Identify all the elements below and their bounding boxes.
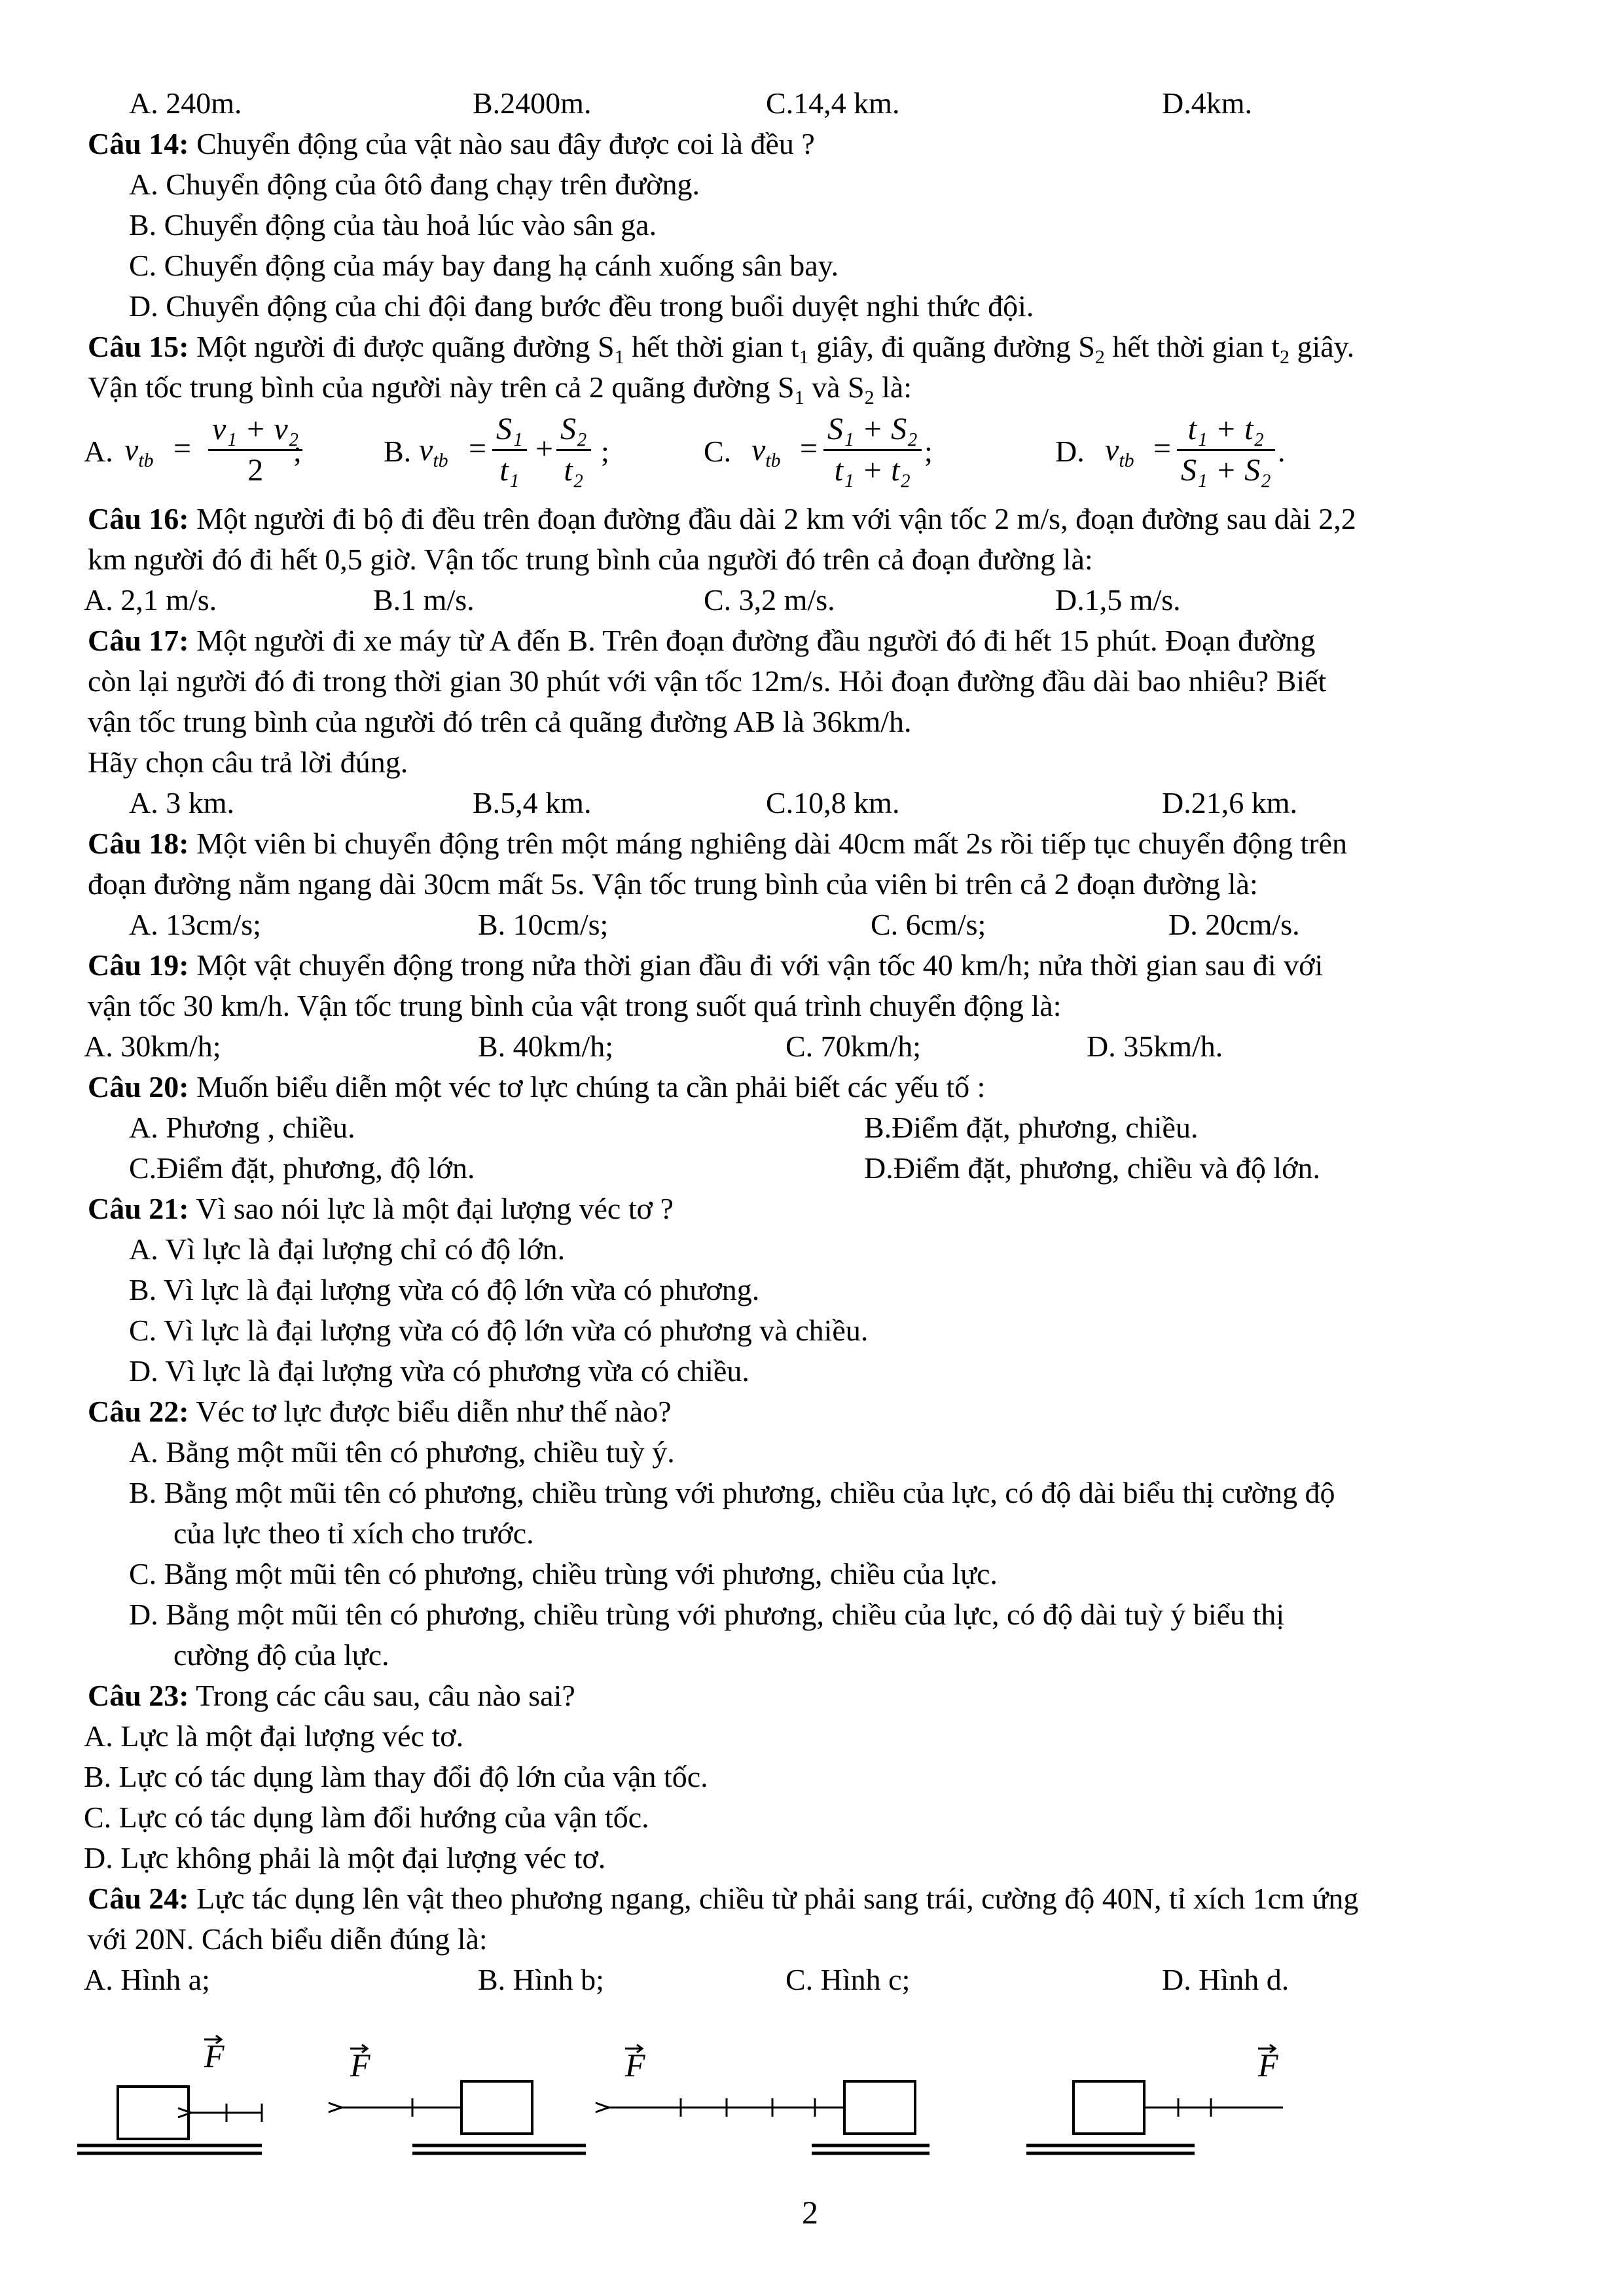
q21-option-a: A. Vì lực là đại lượng chỉ có độ lớn. bbox=[129, 1232, 566, 1266]
q15-option-b-label: B. bbox=[384, 435, 412, 468]
q17-stem-line1: Câu 17: Một người đi xe máy từ A đến B. Trên đoạn đường đầu người đó đi hết 15 phút. Đoạn đường bbox=[88, 624, 1316, 657]
q20-option-c: C.Điểm đặt, phương, độ lớn. bbox=[129, 1151, 475, 1185]
q14-option-b: B. Chuyển động của tàu hoả lúc vào sân ga. bbox=[129, 208, 657, 242]
q23-option-b: B. Lực có tác dụng làm thay đổi độ lớn của vận tốc. bbox=[84, 1760, 708, 1793]
q17-stem-line2: còn lại người đó đi trong thời gian 30 phút với vận tốc 12m/s. Hỏi đoạn đường đầu dài bao nhiêu? Biết bbox=[88, 664, 1327, 698]
q17-stem-line4: Hãy chọn câu trả lời đúng. bbox=[88, 745, 408, 779]
q20-stem: Câu 20: Muốn biểu diễn một véc tơ lực chúng ta cần phải biết các yếu tố : bbox=[88, 1070, 986, 1103]
q22-option-d-line1: D. Bằng một mũi tên có phương, chiều trùng với phương, chiều của lực, có độ dài tuỳ ý biểu thị bbox=[129, 1598, 1285, 1631]
q18-stem-line2: đoạn đường nằm ngang dài 30cm mất 5s. Vận tốc trung bình của viên bi trên cả 2 đoạn đường là: bbox=[88, 867, 1258, 901]
q16-option-b: B.1 m/s. bbox=[373, 583, 475, 617]
q21-option-b: B. Vì lực là đại lượng vừa có độ lớn vừa có phương. bbox=[129, 1273, 760, 1306]
q22-option-b-line2: của lực theo tỉ xích cho trước. bbox=[173, 1516, 534, 1550]
q24-option-a: A. Hình a; bbox=[84, 1963, 210, 1996]
q18-option-b: B. 10cm/s; bbox=[478, 908, 609, 941]
q16-stem-line2: km người đó đi hết 0,5 giờ. Vận tốc trung bình của người đó trên cả đoạn đường là: bbox=[88, 543, 1093, 576]
q13-option-c: C.14,4 km. bbox=[766, 86, 900, 120]
q22-option-d-line2: cường độ của lực. bbox=[173, 1638, 389, 1672]
figure-c-block bbox=[844, 2081, 915, 2134]
q15-d-vtb: $v_{tb}$ bbox=[1105, 433, 1134, 471]
q17-option-c: C.10,8 km. bbox=[766, 786, 900, 819]
q19-option-c: C. 70km/h; bbox=[785, 1030, 922, 1063]
q15-b-semicolon: ; bbox=[601, 435, 609, 468]
q15-a-fraction: v₁ + v₂ 2 bbox=[208, 410, 302, 490]
q15-stem-line2: Vận tốc trung bình của người này trên cả 2 quãng đường $S_1$ và $S_2$ là: bbox=[88, 370, 912, 408]
q15-option-a-label: A. bbox=[84, 435, 113, 468]
q20-option-a: A. Phương , chiều. bbox=[129, 1111, 355, 1144]
q19-option-b: B. 40km/h; bbox=[478, 1030, 614, 1063]
q15-c-semicolon: ; bbox=[924, 435, 933, 468]
q15-a-semicolon: ; bbox=[293, 435, 302, 468]
q18-option-a: A. 13cm/s; bbox=[129, 908, 261, 941]
q15-b-fraction-1: S₁ t₁ bbox=[492, 410, 527, 490]
q15-c-fraction: S₁ + S₂ t₁ + t₂ bbox=[823, 410, 922, 490]
figure-b-block bbox=[461, 2081, 532, 2134]
q18-option-c: C. 6cm/s; bbox=[871, 908, 986, 941]
q18-option-d: D. 20cm/s. bbox=[1168, 908, 1300, 941]
q24-option-c: C. Hình c; bbox=[785, 1963, 911, 1996]
q22-option-b-line1: B. Bằng một mũi tên có phương, chiều trùng với phương, chiều của lực, có độ dài biểu thị cường độ bbox=[129, 1476, 1335, 1509]
figure-a-force-label: F bbox=[204, 2037, 225, 2074]
q23-option-d: D. Lực không phải là một đại lượng véc tơ. bbox=[84, 1841, 606, 1874]
q24-option-d: D. Hình d. bbox=[1162, 1963, 1290, 1996]
q18-stem-line1: Câu 18: Một viên bi chuyển động trên một máng nghiêng dài 40cm mất 2s rồi tiếp tục chuyển động trên bbox=[88, 827, 1347, 860]
q17-option-b: B.5,4 km. bbox=[473, 786, 592, 819]
q15-a-vtb: $v_{tb}$ bbox=[124, 433, 154, 471]
q24-option-b: B. Hình b; bbox=[478, 1963, 604, 1996]
q13-option-d: D.4km. bbox=[1162, 86, 1252, 120]
q21-stem: Câu 21: Vì sao nói lực là một đại lượng véc tơ ? bbox=[88, 1192, 674, 1225]
q19-option-a: A. 30km/h; bbox=[84, 1030, 221, 1063]
q17-option-a: A. 3 km. bbox=[129, 786, 234, 819]
figure-c-force-label: F bbox=[625, 2047, 645, 2083]
q15-c-eq: = bbox=[800, 431, 818, 466]
q15-c-vtb: $v_{tb}$ bbox=[751, 433, 781, 471]
q17-option-d: D.21,6 km. bbox=[1162, 786, 1297, 819]
q16-option-c: C. 3,2 m/s. bbox=[704, 583, 835, 617]
figure-a-block bbox=[118, 2087, 189, 2139]
q15-a-eq: = bbox=[173, 431, 192, 466]
q17-stem-line3: vận tốc trung bình của người đó trên cả quãng đường AB là 36km/h. bbox=[88, 705, 912, 738]
q15-option-d-label: D. bbox=[1055, 435, 1085, 468]
q15-b-fraction-2: S₂ t₂ bbox=[556, 410, 591, 490]
q22-option-c: C. Bằng một mũi tên có phương, chiều trùng với phương, chiều của lực. bbox=[129, 1557, 998, 1590]
figure-d-block bbox=[1074, 2081, 1144, 2134]
q14-stem: Câu 14: Chuyển động của vật nào sau đây được coi là đều ? bbox=[88, 127, 815, 160]
q14-option-d: D. Chuyển động của chi đội đang bước đều trong buổi duyệt nghi thức đội. bbox=[129, 289, 1034, 323]
q14-option-c: C. Chuyển động của máy bay đang hạ cánh xuống sân bay. bbox=[129, 249, 839, 282]
q13-option-b: B.2400m. bbox=[473, 86, 592, 120]
q19-stem-line1: Câu 19: Một vật chuyển động trong nửa thời gian đầu đi với vận tốc 40 km/h; nửa thời gian sau đi với bbox=[88, 948, 1324, 982]
q15-b-eq: = bbox=[469, 431, 487, 466]
q24-stem-line1: Câu 24: Lực tác dụng lên vật theo phương ngang, chiều từ phải sang trái, cường độ 40N, tỉ xích 1cm ứng bbox=[88, 1882, 1359, 1915]
q15-option-c-label: C. bbox=[704, 435, 732, 468]
q23-option-a: A. Lực là một đại lượng véc tơ. bbox=[84, 1719, 464, 1753]
figure-d bbox=[1026, 2045, 1283, 2153]
q21-option-c: C. Vì lực là đại lượng vừa có độ lớn vừa có phương và chiều. bbox=[129, 1314, 869, 1347]
page-number: 2 bbox=[802, 2194, 818, 2231]
q23-stem: Câu 23: Trong các câu sau, câu nào sai? bbox=[88, 1679, 575, 1712]
q14-option-a: A. Chuyển động của ôtô đang chạy trên đường. bbox=[129, 168, 700, 201]
q19-option-d: D. 35km/h. bbox=[1087, 1030, 1223, 1063]
figure-d-force-label: F bbox=[1258, 2047, 1278, 2083]
q22-option-a: A. Bằng một mũi tên có phương, chiều tuỳ ý. bbox=[129, 1435, 675, 1469]
figure-c bbox=[609, 2045, 929, 2153]
q20-option-d: D.Điểm đặt, phương, chiều và độ lớn. bbox=[864, 1151, 1321, 1185]
q13-option-a: A. 240m. bbox=[129, 86, 242, 120]
figure-b bbox=[342, 2045, 586, 2153]
q16-stem-line1: Câu 16: Một người đi bộ đi đều trên đoạn đường đầu dài 2 km với vận tốc 2 m/s, đoạn đường sau dài 2,2 bbox=[88, 502, 1356, 535]
q16-option-d: D.1,5 m/s. bbox=[1055, 583, 1181, 617]
q15-b-vtb: $v_{tb}$ bbox=[419, 433, 448, 471]
q24-figures bbox=[0, 2016, 1624, 2186]
q15-d-fraction: t₁ + t₂ S₁ + S₂ bbox=[1177, 410, 1275, 490]
q15-stem-line1: Câu 15: Một người đi được quãng đường $S_1$ hết thời gian $t_1$ giây, đi quãng đường $S_2$ hết thời gian $t_2$ giây. bbox=[88, 330, 1355, 368]
q22-stem: Câu 22: Véc tơ lực được biểu diễn như thế nào? bbox=[88, 1395, 672, 1428]
q24-stem-line2: với 20N. Cách biểu diễn đúng là: bbox=[88, 1922, 488, 1956]
q15-b-plus: + bbox=[535, 431, 554, 466]
q19-stem-line2: vận tốc 30 km/h. Vận tốc trung bình của vật trong suốt quá trình chuyển động là: bbox=[88, 989, 1062, 1022]
q15-d-period: . bbox=[1278, 435, 1286, 468]
q20-option-b: B.Điểm đặt, phương, chiều. bbox=[864, 1111, 1199, 1144]
figure-a bbox=[77, 2036, 262, 2153]
q21-option-d: D. Vì lực là đại lượng vừa có phương vừa có chiều. bbox=[129, 1354, 749, 1388]
q16-option-a: A. 2,1 m/s. bbox=[84, 583, 217, 617]
figure-b-force-label: F bbox=[350, 2047, 370, 2083]
q23-option-c: C. Lực có tác dụng làm đổi hướng của vận tốc. bbox=[84, 1801, 649, 1834]
q15-d-eq: = bbox=[1153, 431, 1172, 466]
